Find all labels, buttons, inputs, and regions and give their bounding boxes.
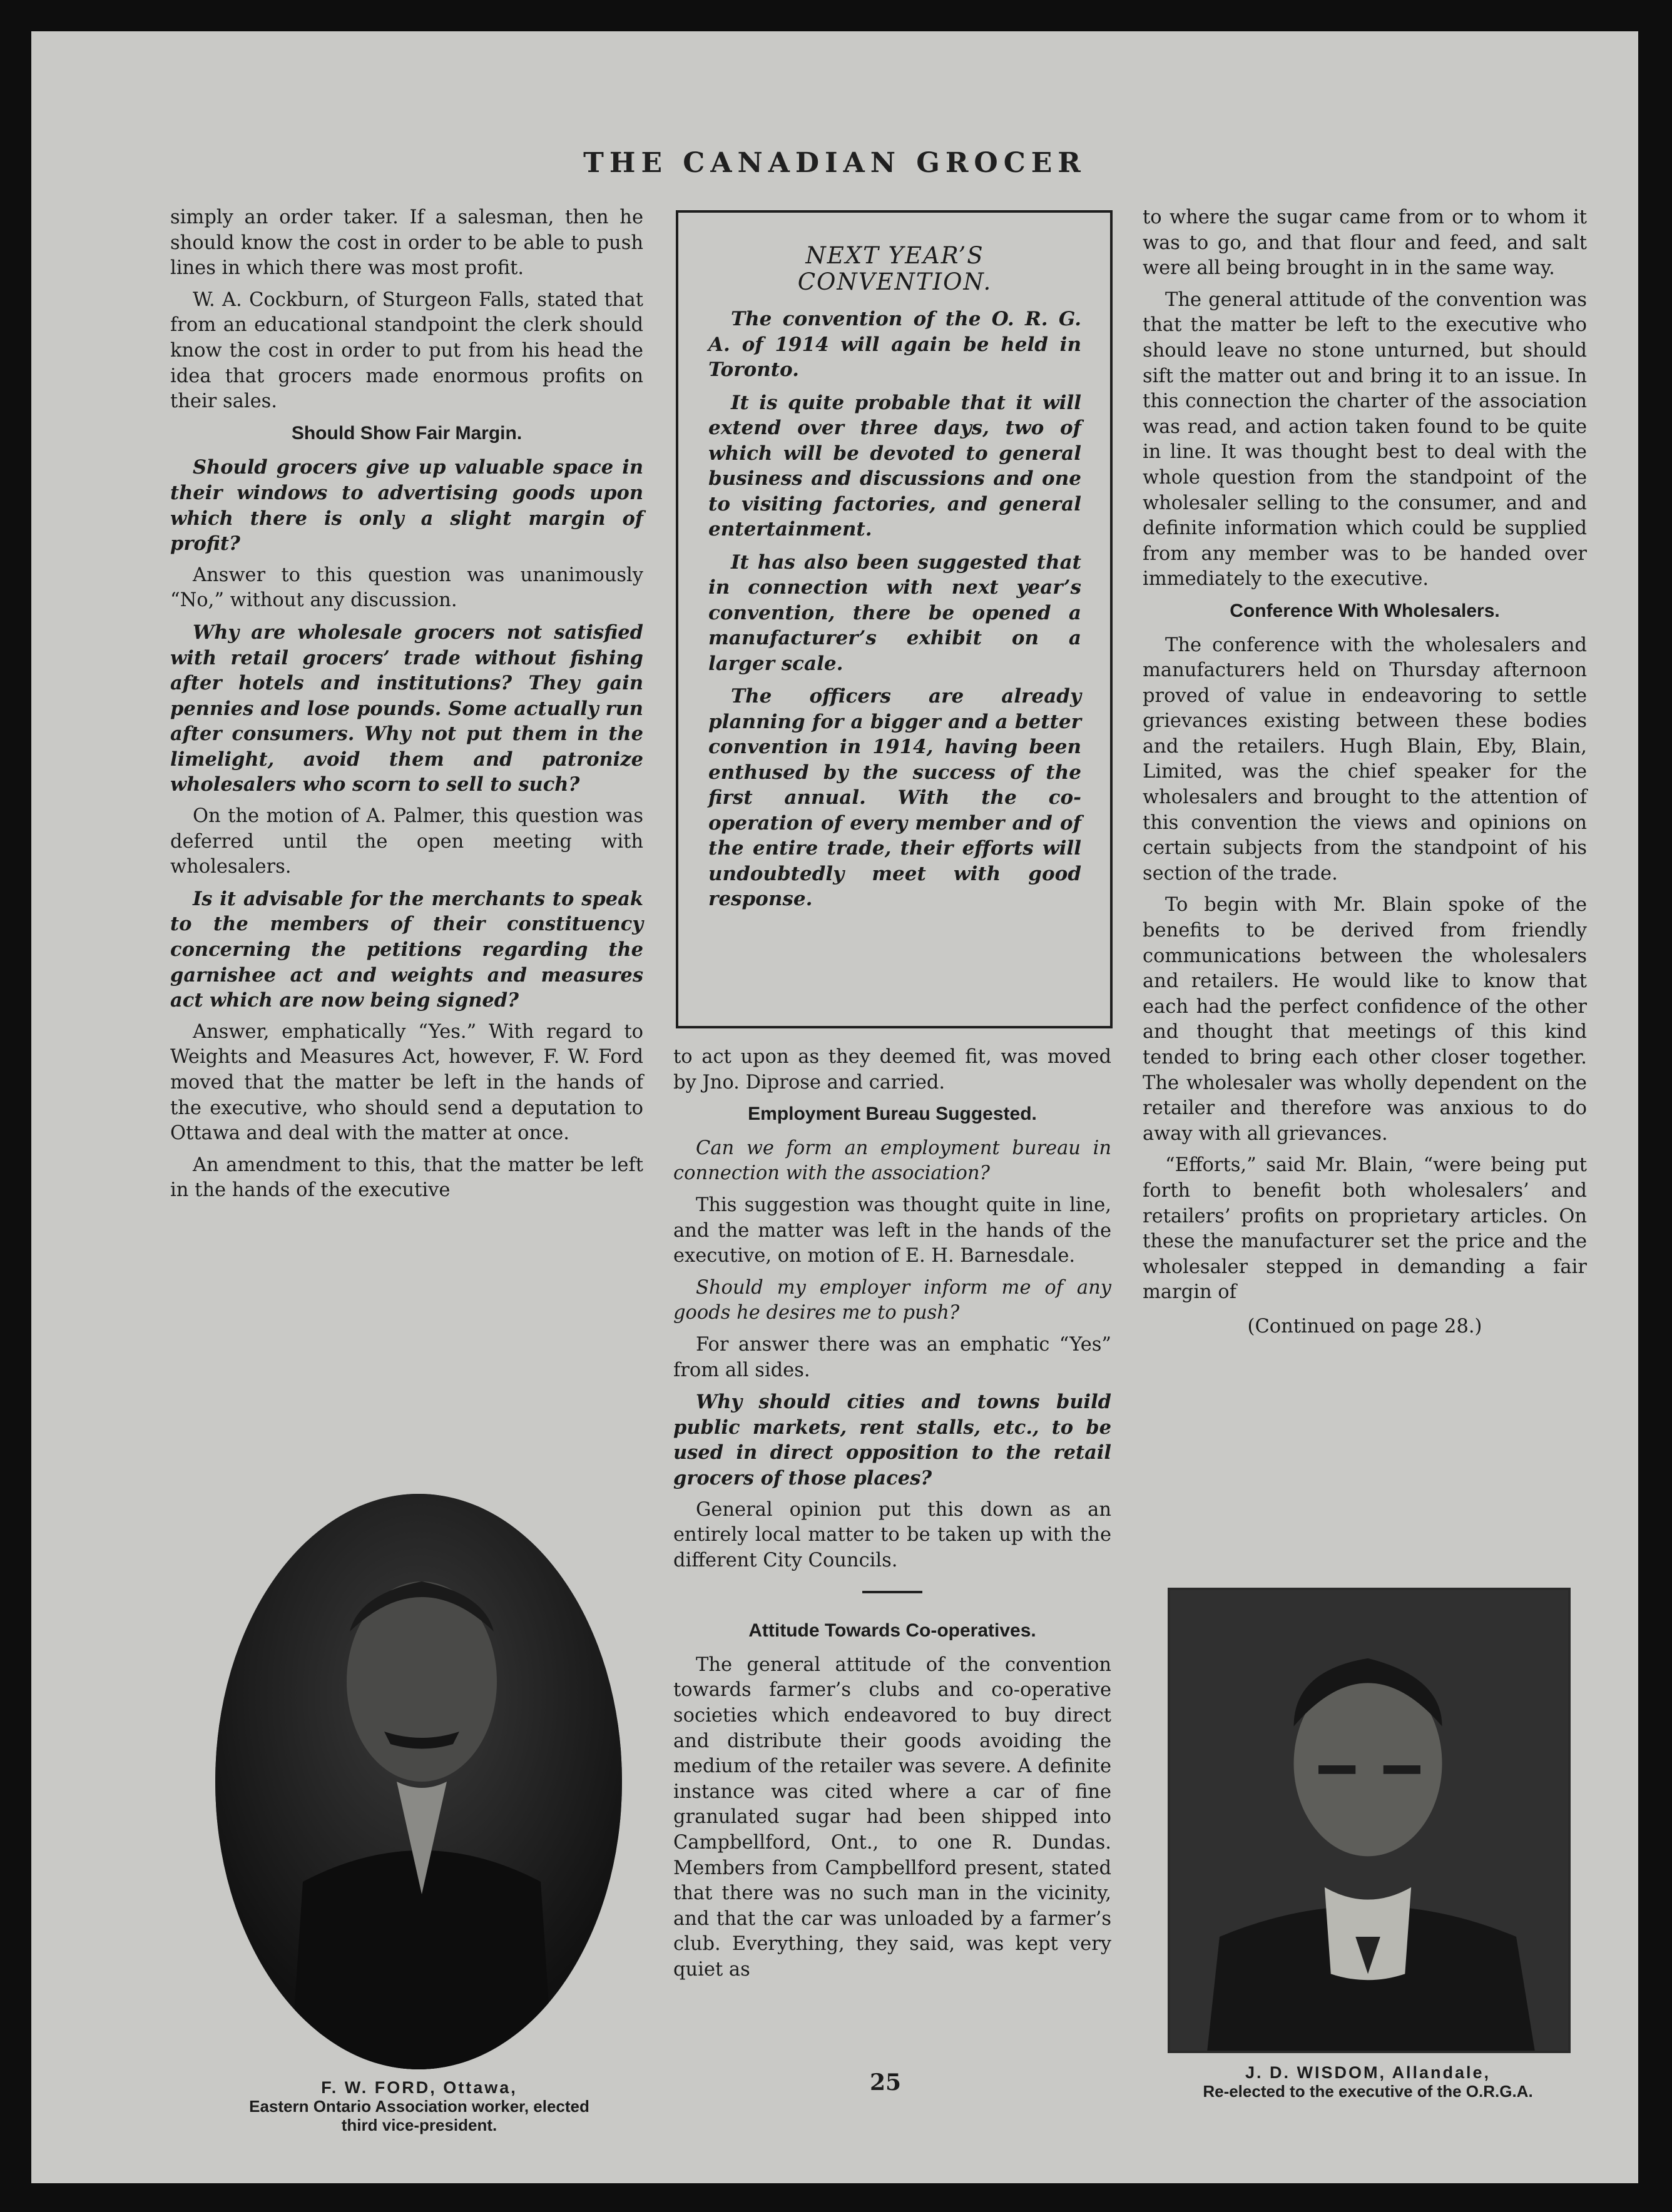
page-number: 25 bbox=[870, 2069, 902, 2096]
paragraph: The general attitude of the convention was that the matter be left to the executive who should leave no stone unturned, but should sift the matter out and bring it to an issue. In this connection the charter of the association was read, and action taken found to be quite in line. It was thought best to deal with the whole question from the standpoint of the wholesaler selling to the consumer, and and definite information which could be supplied from any member was to be handed over immediately to the executive. bbox=[1143, 288, 1587, 591]
column-1 bbox=[170, 205, 643, 1210]
box-paragraph: The officers are already planning for a bigger and a better convention in 1914, having been enthused by the success of the first annual. With the co-operation of every member and of the entire trade, their efforts will undoubtedly meet with good response. bbox=[708, 685, 1081, 910]
caption-text: Eastern Ontario Association worker, elected bbox=[249, 2097, 589, 2116]
paragraph: The conference with the wholesalers and manufacturers held on Thursday afternoon proved of value in endeavoring to settle grievances existing between these bodies and the retailers. Hugh Blain, Eby, Blain, Limited, was the chief speaker for the wholesalers and brought to the attention of this convention the views and opinions on certain subjects from the standpoint of his section of the trade. bbox=[1143, 634, 1587, 885]
caption-name: J. D. WISDOM, Allandale, bbox=[1245, 2063, 1491, 2082]
caption-text: third vice-president. bbox=[341, 2116, 497, 2134]
caption-text: Re-elected to the executive of the O.R.G.A. bbox=[1203, 2082, 1533, 2101]
paragraph: Answer to this question was unanimously “No,” without any discussion. bbox=[170, 564, 643, 612]
box-paragraph: The convention of the O. R. G. A. of 1914 will again be held in Toronto. bbox=[708, 308, 1081, 381]
caption-name: F. W. FORD, Ottawa, bbox=[321, 2078, 517, 2097]
paragraph: For answer there was an emphatic “Yes” from all sides. bbox=[673, 1333, 1111, 1381]
paragraph: To begin with Mr. Blain spoke of the benefits to be derived from friendly communications between the wholesalers and retailers. He would like to know that each had the perfect confidence of the other and thought that meetings of this kind tended to bring each other closer together. The wholesaler was wholly dependent on the retailer and therefore was anxious to do away with all grievances. bbox=[1143, 894, 1587, 1145]
paragraph: The general attitude of the convention towards farmer’s clubs and co-operative societies which endeavored to buy direct and distribute their goods avoiding the medium of the retailer was severe. A definite instance was cited where a car of fine granulated sugar had been shipped into Campbellford, Ont., to one R. Dundas. Members from Campbellford present, stated that there was no such man in the vicinity, and that the car was unloaded by a farmer’s club. Everything, they said, was kept very quiet as bbox=[673, 1653, 1111, 1981]
column-2 bbox=[673, 1045, 1111, 1989]
question: Should my employer inform me of any goods he desires me to push? bbox=[673, 1276, 1111, 1324]
portrait-photo-wisdom bbox=[1168, 1588, 1571, 2053]
box-paragraph: It has also been suggested that in connection with next year’s convention, there be opened a manufacturer’s exhibit on a larger scale. bbox=[708, 550, 1081, 675]
question: Why should cities and towns build public markets, rent stalls, etc., to be used in direct opposition to the retail grocers of those places? bbox=[673, 1391, 1111, 1489]
column-3 bbox=[1143, 205, 1587, 1346]
paragraph: On the motion of A. Palmer, this question was deferred until the open meeting with wholesalers. bbox=[170, 805, 643, 878]
portrait-illustration bbox=[215, 1494, 622, 2069]
question: Should grocers give up valuable space in their windows to advertising goods upon which there is only a slight margin of profit? bbox=[170, 456, 643, 556]
paragraph: simply an order taker. If a salesman, then he should know the cost in order to be able to push lines in which there was most profit. bbox=[170, 206, 643, 280]
paragraph: to act upon as they deemed fit, was moved by Jno. Diprose and carried. bbox=[673, 1046, 1111, 1093]
section-heading: Employment Bureau Suggested. bbox=[748, 1103, 1037, 1125]
section-divider bbox=[862, 1591, 922, 1593]
box-title: NEXT YEAR’S CONVENTION. bbox=[797, 242, 992, 295]
section-heading: Should Show Fair Margin. bbox=[291, 422, 522, 444]
paragraph: An amendment to this, that the matter be left in the hands of the executive bbox=[170, 1154, 643, 1202]
question: Is it advisable for the merchants to speak to the members of their constituency concerning the petitions regarding the garnishee act and weights and measures act which are now being signed? bbox=[170, 887, 643, 1012]
portrait-illustration bbox=[1170, 1590, 1568, 2051]
caption-wisdom bbox=[1111, 2063, 1624, 2101]
paragraph: W. A. Cockburn, of Sturgeon Falls, stated that from an educational standpoint the clerk should know the cost in order to put from his head the idea that grocers made enormous profits on their sales. bbox=[170, 288, 643, 413]
portrait-photo-ford bbox=[215, 1494, 622, 2069]
paragraph: “Efforts,” said Mr. Blain, “were being put forth to benefit both wholesalers’ and retailers’ profits on proprietary articles. On these the manufacturer set the price and the wholesaler stepped in demanding a fair margin of bbox=[1143, 1154, 1587, 1304]
question: Can we form an employment bureau in connection with the association? bbox=[673, 1137, 1111, 1185]
paragraph: to where the sugar came from or to whom it was to go, and that flour and feed, and salt were all being brought in in the same way. bbox=[1143, 206, 1587, 280]
question: Why are wholesale grocers not satisfied with retail grocers’ trade without fishing after hotels and institutions? They gain pennies and lose pounds. Some actually run after consumers. Why not put them in the limelight, avoid them and patronize wholesalers who scorn to sell to such? bbox=[170, 621, 643, 796]
continued-note: (Continued on page 28.) bbox=[1247, 1315, 1482, 1337]
section-heading: Conference With Wholesalers. bbox=[1230, 600, 1500, 621]
caption-ford bbox=[163, 2078, 676, 2134]
magazine-page bbox=[31, 31, 1638, 2183]
paragraph: This suggestion was thought quite in line, and the matter was left in the hands of the executive, on motion of E. H. Barnesdale. bbox=[673, 1194, 1111, 1267]
paragraph: Answer, emphatically “Yes.” With regard to Weights and Measures Act, however, F. W. Ford moved that the matter be left in the hands of the executive, who should send a deputation to Ottawa and deal with the matter at once. bbox=[170, 1020, 643, 1145]
paragraph: General opinion put this down as an entirely local matter to be taken up with the different City Councils. bbox=[673, 1498, 1111, 1571]
convention-notice-box bbox=[676, 210, 1113, 1028]
running-header: THE CANADIAN GROCER bbox=[583, 147, 1086, 179]
box-paragraph: It is quite probable that it will extend over three days, two of which will be devoted to general business and discussions and one to visiting factories, and general entertainment. bbox=[708, 391, 1081, 540]
section-heading: Attitude Towards Co-operatives. bbox=[748, 1620, 1036, 1641]
